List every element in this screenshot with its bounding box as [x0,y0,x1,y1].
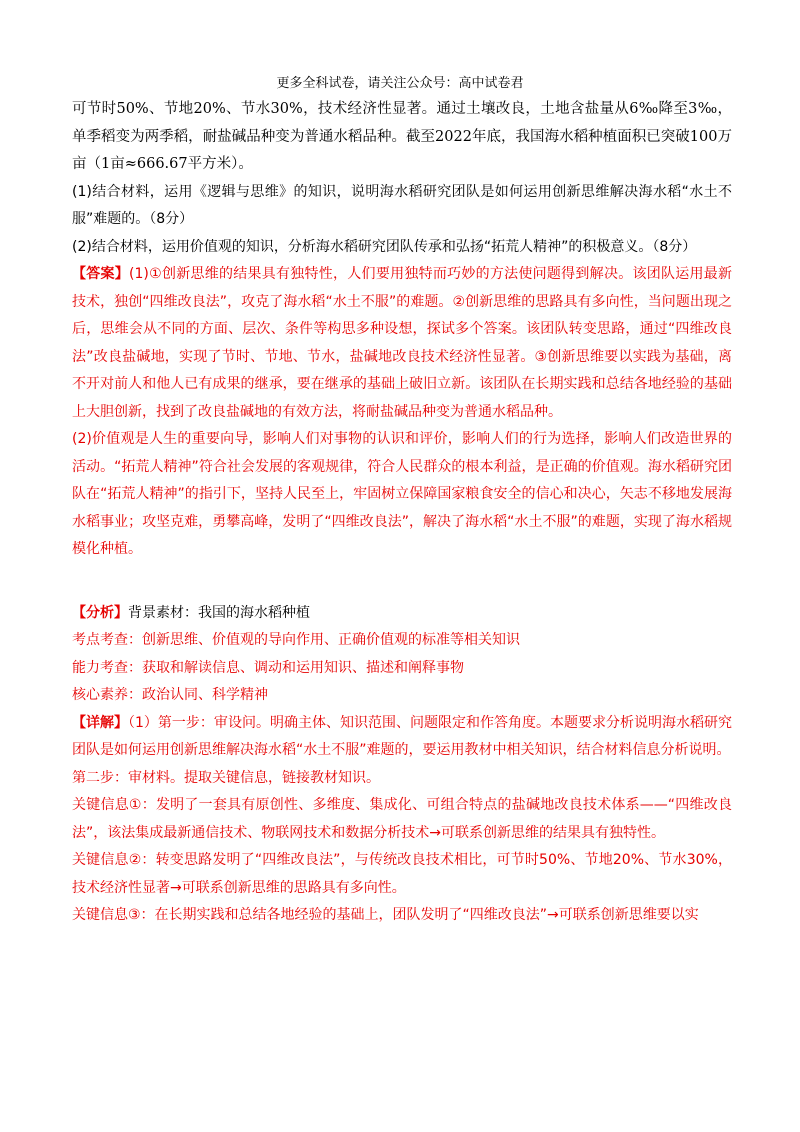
question-1: (1)结合材料，运用《逻辑与思维》的知识，说明海水稻研究团队是如何运用创新思维解决海水稻“水土不服”难题的。（8分） [72,183,732,227]
detail-tag: 【详解】 [72,714,129,731]
detail-key-3: 关键信息③：在长期实践和总结各地经验的基础上，团队发明了“四维改良法”→可联系创新思维要以实 [72,907,699,923]
analysis-background-text: 背景素材：我国的海水稻种植 [128,604,310,621]
document-body [72,96,732,930]
detail-step-1 [72,710,732,765]
detail-key-1: 关键信息①：发明了一套具有原创性、多维度、集成化、可组合特点的盐碱地改良技术体系——“四维改良法”，该法集成最新通信技术、物联网技术和数据分析技术→可联系创新思维的结果具有独特性。 [72,797,732,841]
material-paragraph: 可节时50%、节地20%、节水30%，技术经济性显著。通过土壤改良，土地含盐量从6‰降至3‰，单季稻变为两季稻，耐盐碱品种变为普通水稻品种。截至2022年底，我国海水稻种植面积已突破100万亩（1亩≈666.67平方米）。 [72,101,732,172]
answer-tag: 【答案】 [72,266,130,282]
detail-step-2: 第二步：审材料。提取关键信息，链接教材知识。 [72,769,380,786]
analysis-suyang: 核心素养：政治认同、科学精神 [72,687,268,703]
answer-part-1 [72,261,732,426]
answer-part-1-text: (1)①创新思维的结果具有独特性，人们要用独特而巧妙的方法使问题得到解决。该团队运用最新技术，独创“四维改良法”，攻克了海水稻“水土不服”的难题。②创新思维的思路具有多向性，当问题出现之后，思维会从不同的方面、层次、条件等构思多种设想，探试多个答案。该团队转变思路，通过“四维改良法”改良盐碱地，实现了节时、节地、节水，盐碱地改良技术经济性显著。③创新思维要以实践为基础，离不开对前人和他人已有成果的继承，要在继承的基础上破旧立新。该团队在长期实践和总结各地经验的基础上大胆创新，找到了改良盐碱地的有效方法，将耐盐碱品种变为普通水稻品种。 [72,266,733,420]
analysis-background [72,600,732,628]
detail-step-1-text: （1）第一步：审设问。明确主体、知识范围、问题限定和作答角度。本题要求分析说明海水稻研究团队是如何运用创新思维解决海水稻“水土不服”难题的，要运用教材中相关知识，结合材料信息分析说明。 [72,714,733,758]
analysis-nengli: 能力考查：获取和解读信息、调动和运用知识、描述和阐释事物 [72,659,464,676]
section-gap [72,564,732,600]
detail-key-2: 关键信息②：转变思路发明了“四维改良法”，与传统改良技术相比，可节时50%、节地20%、节水30%，技术经济性显著→可联系创新思维的思路具有多向性。 [72,852,732,896]
page-header: 更多全科试卷，请关注公众号：高中试卷君 [276,76,524,91]
answer-part-2: (2)价值观是人生的重要向导，影响人们对事物的认识和评价，影响人们的行为选择，影响人们改造世界的活动。“拓荒人精神”符合社会发展的客观规律，符合人民群众的根本利益，是正确的价值观。海水稻研究团队在“拓荒人精神”的指引下，坚持人民至上，牢固树立保障国家粮食安全的信心和决心，矢志不移地发展海水稻事业；攻坚克难，勇攀高峰，发明了“四维改良法”，解决了海水稻“水土不服”的难题，实现了海水稻规模化种植。 [72,431,732,557]
analysis-tag: 【分析】 [72,604,128,621]
analysis-kaodian: 考点考查：创新思维、价值观的导向作用、正确价值观的标准等相关知识 [72,632,520,648]
question-2: (2)结合材料，运用价值观的知识，分析海水稻研究团队传承和弘扬“拓荒人精神”的积极意义。（8分） [72,238,697,255]
